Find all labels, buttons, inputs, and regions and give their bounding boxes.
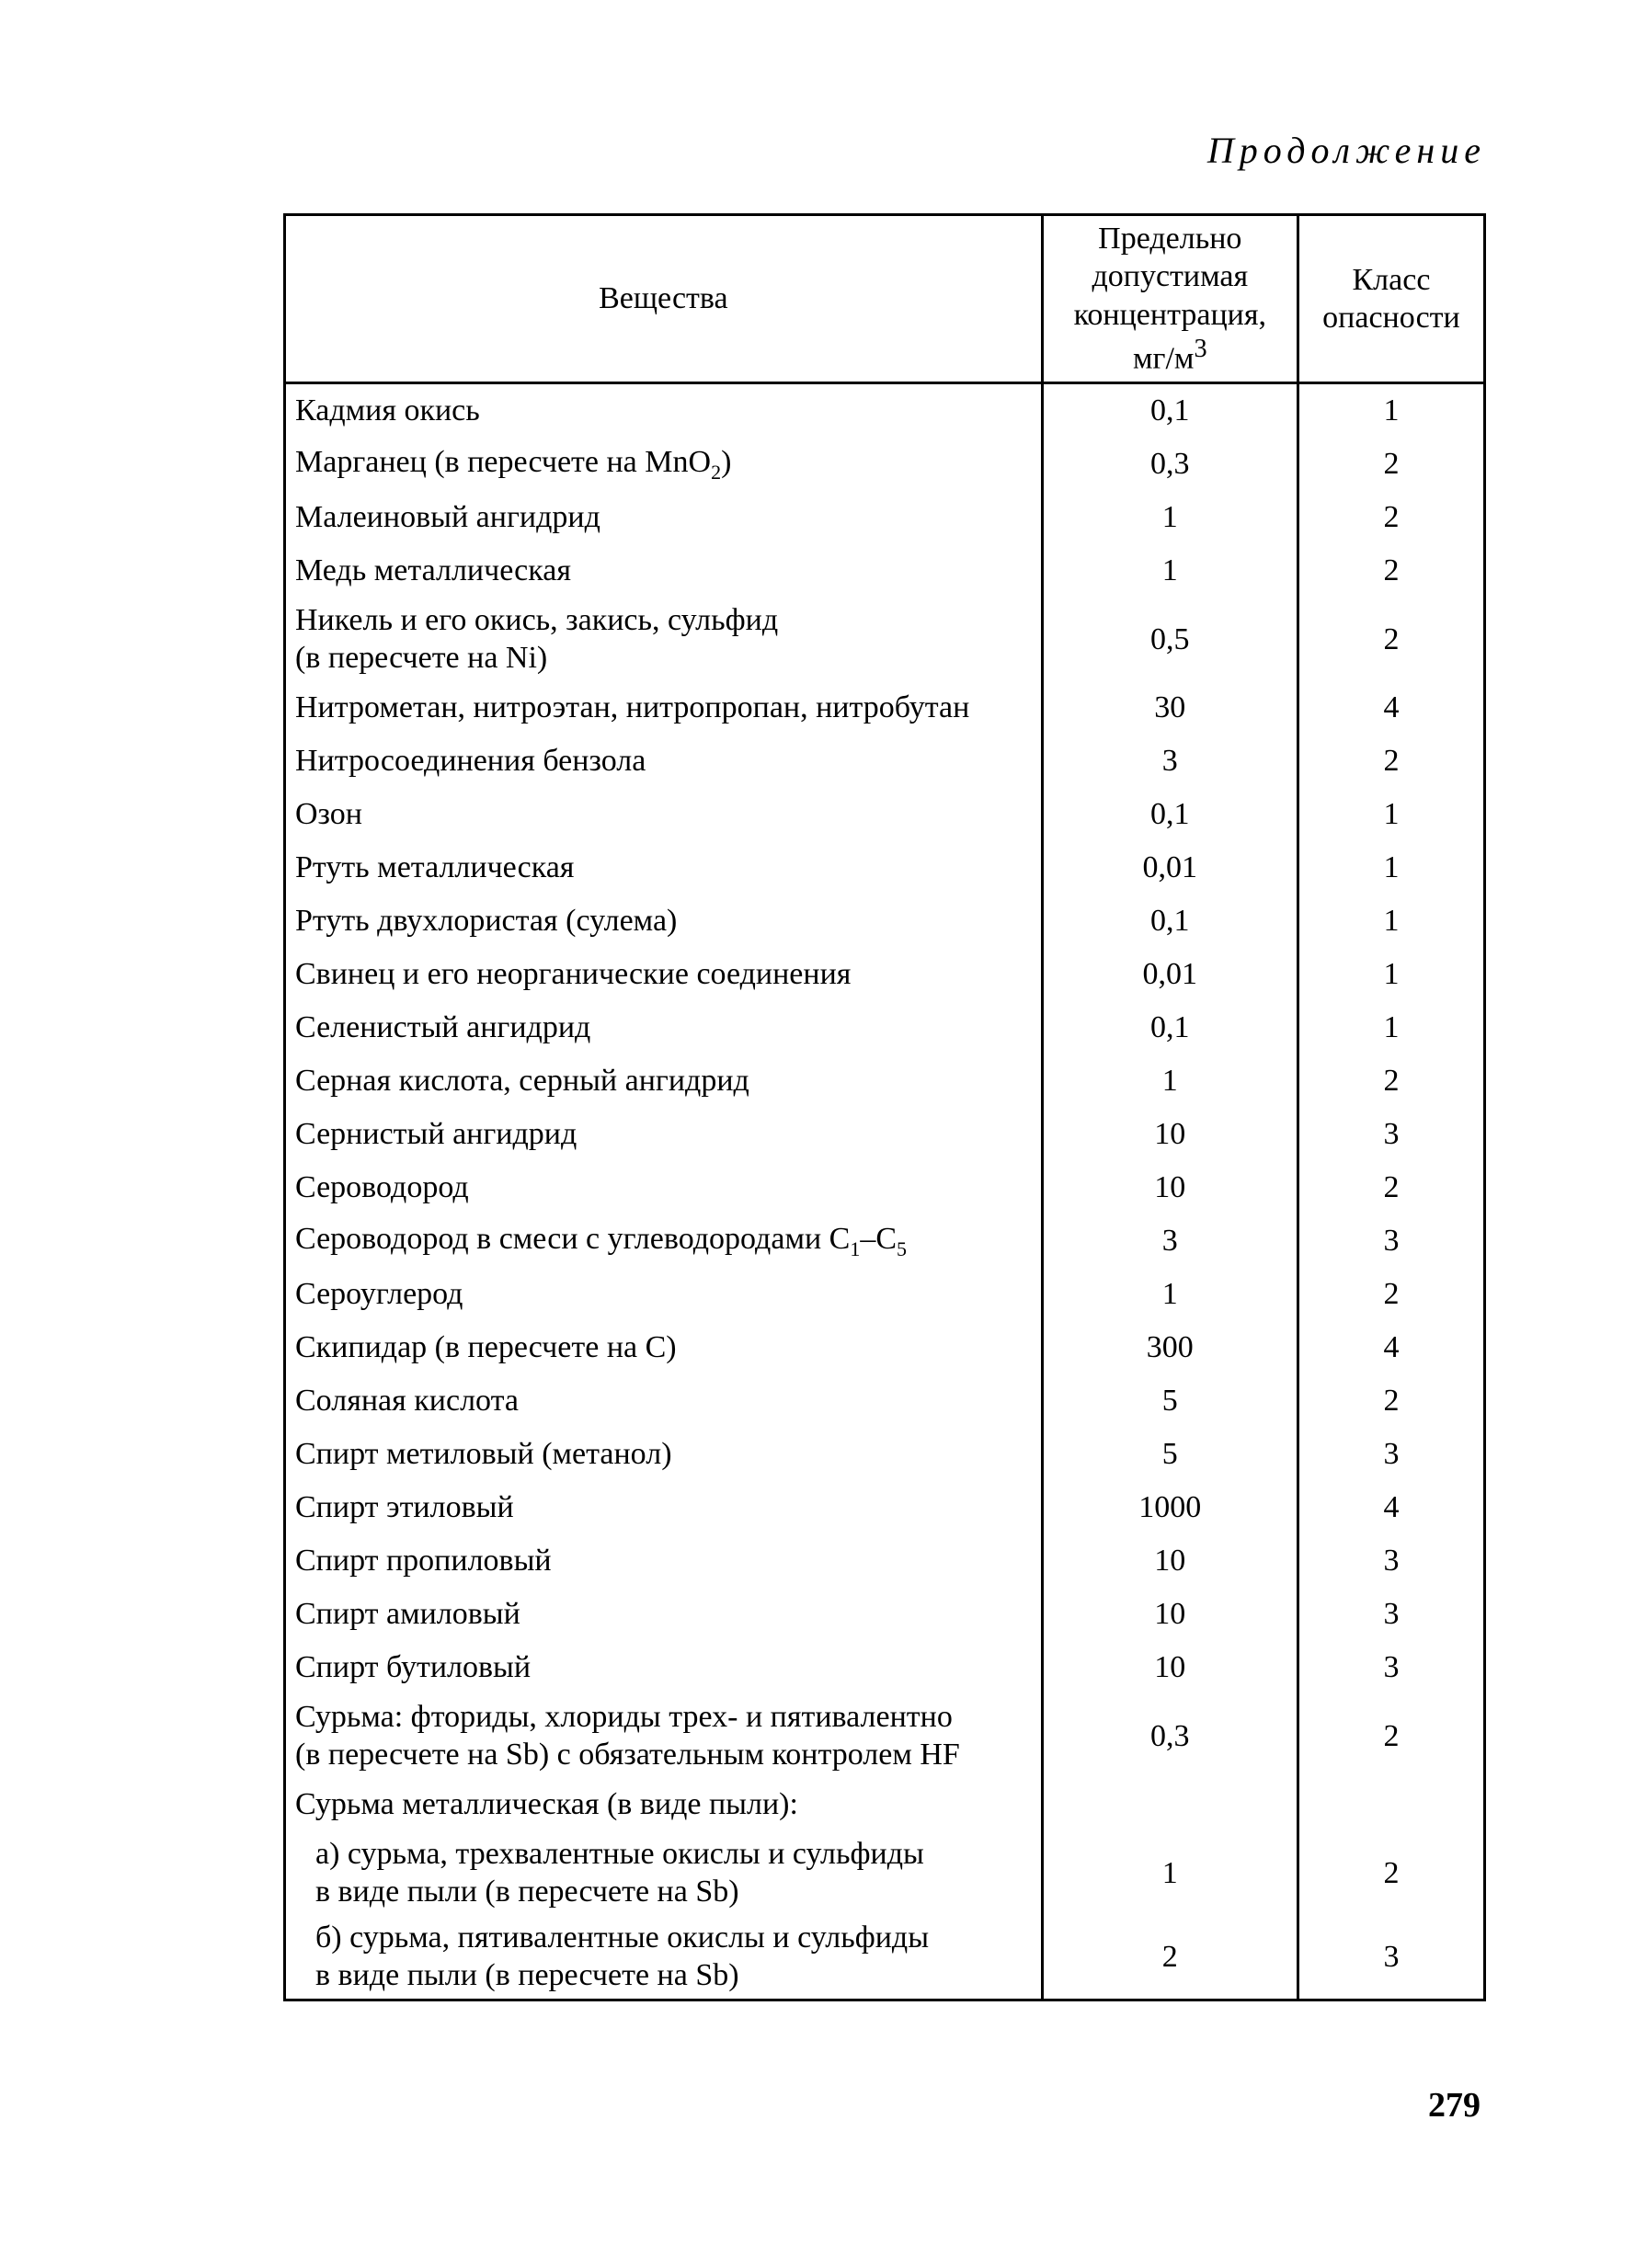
table-row — [285, 1694, 1485, 1778]
substance-name — [295, 1648, 1032, 1686]
table-row — [285, 1161, 1485, 1214]
substance-name-text: Свинец и его неорганические соединения — [295, 957, 852, 992]
substance-name — [295, 902, 1032, 940]
substance-cell — [285, 383, 1043, 439]
hazard-class — [1298, 1778, 1484, 1831]
hazard-class: 4 — [1298, 1321, 1484, 1374]
substance-cell — [285, 1831, 1043, 1915]
substance-name-text: Сернистый ангидрид — [295, 1117, 577, 1152]
substance-name — [295, 1168, 1032, 1206]
substance-name-tail: ) — [721, 445, 732, 480]
mpc-value: 10 — [1042, 1641, 1298, 1694]
substance-cell — [285, 1915, 1043, 2000]
hazard-class: 2 — [1298, 1374, 1484, 1428]
mpc-value: 5 — [1042, 1374, 1298, 1428]
substance-cell — [285, 491, 1043, 544]
table-row — [285, 1641, 1485, 1694]
substance-cell — [285, 544, 1043, 598]
mpc-value: 0,1 — [1042, 895, 1298, 948]
substance-name-text: Озон — [295, 797, 362, 832]
mpc-value: 1000 — [1042, 1481, 1298, 1534]
substance-name — [295, 1382, 1032, 1419]
substance-name-text: Ртуть металлическая — [295, 850, 575, 885]
substance-name — [295, 1435, 1032, 1473]
substance-cell — [285, 1694, 1043, 1778]
formula-subscript: 1 — [850, 1237, 861, 1260]
formula-subscript: 2 — [711, 460, 722, 484]
substance-cell — [285, 598, 1043, 681]
substance-name — [295, 1115, 1032, 1153]
header-mpc-line1: Предельно — [1098, 221, 1242, 256]
hazard-class: 1 — [1298, 383, 1484, 439]
mpc-value: 3 — [1042, 735, 1298, 788]
substance-name-text: Серная кислота, серный ангидрид — [295, 1064, 749, 1099]
hazard-class: 3 — [1298, 1641, 1484, 1694]
substance-cell — [285, 1374, 1043, 1428]
hazard-class: 3 — [1298, 1588, 1484, 1641]
mpc-value: 0,3 — [1042, 1694, 1298, 1778]
substance-name — [295, 392, 1032, 429]
mpc-value: 10 — [1042, 1534, 1298, 1588]
substance-name — [295, 1595, 1032, 1633]
substance-name-text: Спирт бутиловый — [295, 1650, 532, 1685]
table-row — [285, 681, 1485, 735]
substance-name — [295, 1785, 1032, 1823]
hazard-class: 3 — [1298, 1108, 1484, 1161]
hazard-class: 4 — [1298, 681, 1484, 735]
mpc-value: 0,01 — [1042, 948, 1298, 1001]
substance-cell — [285, 1054, 1043, 1108]
header-mpc-line2: допустимая — [1092, 259, 1249, 294]
table-row — [285, 841, 1485, 895]
hazard-class: 3 — [1298, 1534, 1484, 1588]
substance-cell — [285, 735, 1043, 788]
substance-cell — [285, 1534, 1043, 1588]
header-mpc-unit: мг/м — [1133, 341, 1195, 376]
substance-name — [295, 1009, 1032, 1046]
mpc-value: 10 — [1042, 1588, 1298, 1641]
substance-name — [295, 849, 1032, 886]
substance-name — [295, 601, 1032, 639]
hazard-class: 1 — [1298, 788, 1484, 841]
substance-cell — [285, 438, 1043, 491]
mpc-value: 0,1 — [1042, 788, 1298, 841]
table-row — [285, 1915, 1485, 2000]
mpc-value: 10 — [1042, 1108, 1298, 1161]
mpc-value: 5 — [1042, 1428, 1298, 1481]
table-row — [285, 1321, 1485, 1374]
mpc-value: 0,1 — [1042, 383, 1298, 439]
mpc-value: 1 — [1042, 491, 1298, 544]
substance-name — [295, 552, 1032, 589]
mpc-value: 1 — [1042, 544, 1298, 598]
substance-name — [295, 498, 1032, 536]
mpc-value: 10 — [1042, 1161, 1298, 1214]
table-row — [285, 1001, 1485, 1054]
substance-cell — [285, 681, 1043, 735]
substance-cell — [285, 1108, 1043, 1161]
table-row — [285, 1374, 1485, 1428]
table-row — [285, 438, 1485, 491]
header-mpc-line4 — [1049, 334, 1291, 378]
substance-name-text: Сурьма металлическая (в виде пыли): — [295, 1787, 798, 1822]
substance-name-text: Марганец (в пересчете на MnO — [295, 445, 712, 480]
substance-name-text: Селенистый ангидрид — [295, 1010, 591, 1045]
hazard-class: 1 — [1298, 841, 1484, 895]
substance-cell — [285, 895, 1043, 948]
substance-name — [295, 742, 1032, 780]
substance-name — [295, 1328, 1032, 1366]
substance-name-text: Спирт амиловый — [295, 1597, 520, 1632]
table-row — [285, 1214, 1485, 1268]
substance-name-text: Сероуглерод — [295, 1277, 463, 1312]
hazard-class: 2 — [1298, 1831, 1484, 1915]
substance-name-line2: в виде пыли (в пересчете на Sb) — [315, 1958, 739, 1993]
hazard-class: 1 — [1298, 895, 1484, 948]
substance-name-text: Сероводород — [295, 1170, 469, 1205]
substance-name-text: Спирт этиловый — [295, 1490, 514, 1525]
table-row — [285, 1268, 1485, 1321]
substance-cell — [285, 841, 1043, 895]
hazard-class: 2 — [1298, 544, 1484, 598]
substance-name — [295, 1488, 1032, 1526]
mpc-value: 0,3 — [1042, 438, 1298, 491]
mpc-value: 3 — [1042, 1214, 1298, 1268]
table-row — [285, 544, 1485, 598]
hazard-class: 2 — [1298, 1694, 1484, 1778]
mpc-value: 0,5 — [1042, 598, 1298, 681]
substance-cell — [285, 1001, 1043, 1054]
substance-name — [295, 689, 1032, 726]
substance-name — [295, 955, 1032, 993]
header-substance: Вещества — [285, 215, 1043, 383]
formula-subscript: 5 — [897, 1237, 908, 1260]
header-class-line2: опасности — [1322, 301, 1460, 335]
hazard-class: 1 — [1298, 948, 1484, 1001]
substance-name — [295, 1062, 1032, 1100]
header-class-line1: Класс — [1352, 262, 1431, 297]
substance-cell — [285, 1214, 1043, 1268]
substance-name — [295, 1542, 1032, 1579]
substance-name-text: Кадмия окись — [295, 393, 480, 428]
hazard-class: 1 — [1298, 1001, 1484, 1054]
table-row — [285, 491, 1485, 544]
substance-name-tail: –C — [860, 1222, 898, 1257]
header-class — [1298, 215, 1484, 383]
table-row — [285, 1831, 1485, 1915]
table-body — [285, 383, 1485, 2000]
table-row — [285, 788, 1485, 841]
header-mpc-unit-sup: 3 — [1194, 335, 1207, 364]
substance-name-text: Сероводород в смеси с углеводородами C — [295, 1222, 851, 1257]
mpc-table — [283, 213, 1486, 2001]
header-mpc-line3: концентрация, — [1073, 297, 1266, 332]
mpc-value: 300 — [1042, 1321, 1298, 1374]
table-row — [285, 598, 1485, 681]
page-number: 279 — [1428, 2086, 1481, 2125]
substance-name-text: Спирт метиловый (метанол) — [295, 1437, 672, 1472]
substance-cell — [285, 948, 1043, 1001]
substance-name — [295, 1698, 1032, 1736]
substance-name-line2: (в пересчете на Sb) с обязательным контролем HF — [295, 1738, 960, 1772]
substance-cell — [285, 1778, 1043, 1831]
mpc-value: 1 — [1042, 1831, 1298, 1915]
substance-name-text: Скипидар (в пересчете на С) — [295, 1330, 677, 1365]
substance-name-text: Спирт пропиловый — [295, 1544, 552, 1578]
substance-cell — [285, 1161, 1043, 1214]
table-row — [285, 895, 1485, 948]
table-row — [285, 1588, 1485, 1641]
substance-name-text: а) сурьма, трехвалентные окислы и сульфиды — [315, 1836, 924, 1871]
substance-name-text: б) сурьма, пятивалентные окислы и сульфиды — [315, 1920, 930, 1955]
substance-name — [315, 1835, 1032, 1873]
substance-name — [295, 1220, 1032, 1262]
substance-cell — [285, 1641, 1043, 1694]
hazard-class: 4 — [1298, 1481, 1484, 1534]
mpc-value: 0,01 — [1042, 841, 1298, 895]
continuation-label: Продолжение — [1206, 130, 1486, 171]
substance-name-text: Нитросоединения бензола — [295, 744, 646, 779]
table-row — [285, 1428, 1485, 1481]
substance-name-text: Соляная кислота — [295, 1384, 519, 1419]
table-header-row — [285, 215, 1485, 383]
substance-name-text: Малеиновый ангидрид — [295, 500, 600, 535]
table-row — [285, 1054, 1485, 1108]
substance-name-line2: (в пересчете на Ni) — [295, 641, 548, 676]
table-row — [285, 1481, 1485, 1534]
mpc-value: 1 — [1042, 1054, 1298, 1108]
mpc-value — [1042, 1778, 1298, 1831]
hazard-class: 2 — [1298, 1161, 1484, 1214]
table-row — [285, 1534, 1485, 1588]
substance-name — [315, 1919, 1032, 1956]
substance-name — [295, 1275, 1032, 1313]
substance-cell — [285, 1481, 1043, 1534]
substance-name — [295, 795, 1032, 833]
substance-name-line2: в виде пыли (в пересчете на Sb) — [315, 1875, 739, 1909]
substance-name-text: Медь металлическая — [295, 553, 571, 588]
hazard-class: 2 — [1298, 438, 1484, 491]
substance-cell — [285, 788, 1043, 841]
table-row — [285, 383, 1485, 439]
substance-cell — [285, 1321, 1043, 1374]
substance-name-text: Нитрометан, нитроэтан, нитропропан, нитробутан — [295, 690, 970, 725]
table-row — [285, 735, 1485, 788]
hazard-class: 2 — [1298, 1268, 1484, 1321]
substance-cell — [285, 1268, 1043, 1321]
header-mpc — [1042, 215, 1298, 383]
hazard-class: 3 — [1298, 1915, 1484, 2000]
mpc-value: 30 — [1042, 681, 1298, 735]
hazard-class: 2 — [1298, 1054, 1484, 1108]
substance-name-text: Никель и его окись, закись, сульфид — [295, 603, 779, 637]
hazard-class: 2 — [1298, 491, 1484, 544]
substance-name-text: Ртуть двухлористая (сулема) — [295, 904, 678, 939]
table-row — [285, 1108, 1485, 1161]
hazard-class: 2 — [1298, 735, 1484, 788]
substance-cell — [285, 1428, 1043, 1481]
mpc-value: 1 — [1042, 1268, 1298, 1321]
substance-name — [295, 443, 1032, 485]
hazard-class: 2 — [1298, 598, 1484, 681]
table-row — [285, 948, 1485, 1001]
table-row — [285, 1778, 1485, 1831]
hazard-class: 3 — [1298, 1428, 1484, 1481]
substance-cell — [285, 1588, 1043, 1641]
mpc-value: 2 — [1042, 1915, 1298, 2000]
hazard-class: 3 — [1298, 1214, 1484, 1268]
mpc-value: 0,1 — [1042, 1001, 1298, 1054]
substance-name-text: Сурьма: фториды, хлориды трех- и пятивалентно — [295, 1699, 953, 1734]
